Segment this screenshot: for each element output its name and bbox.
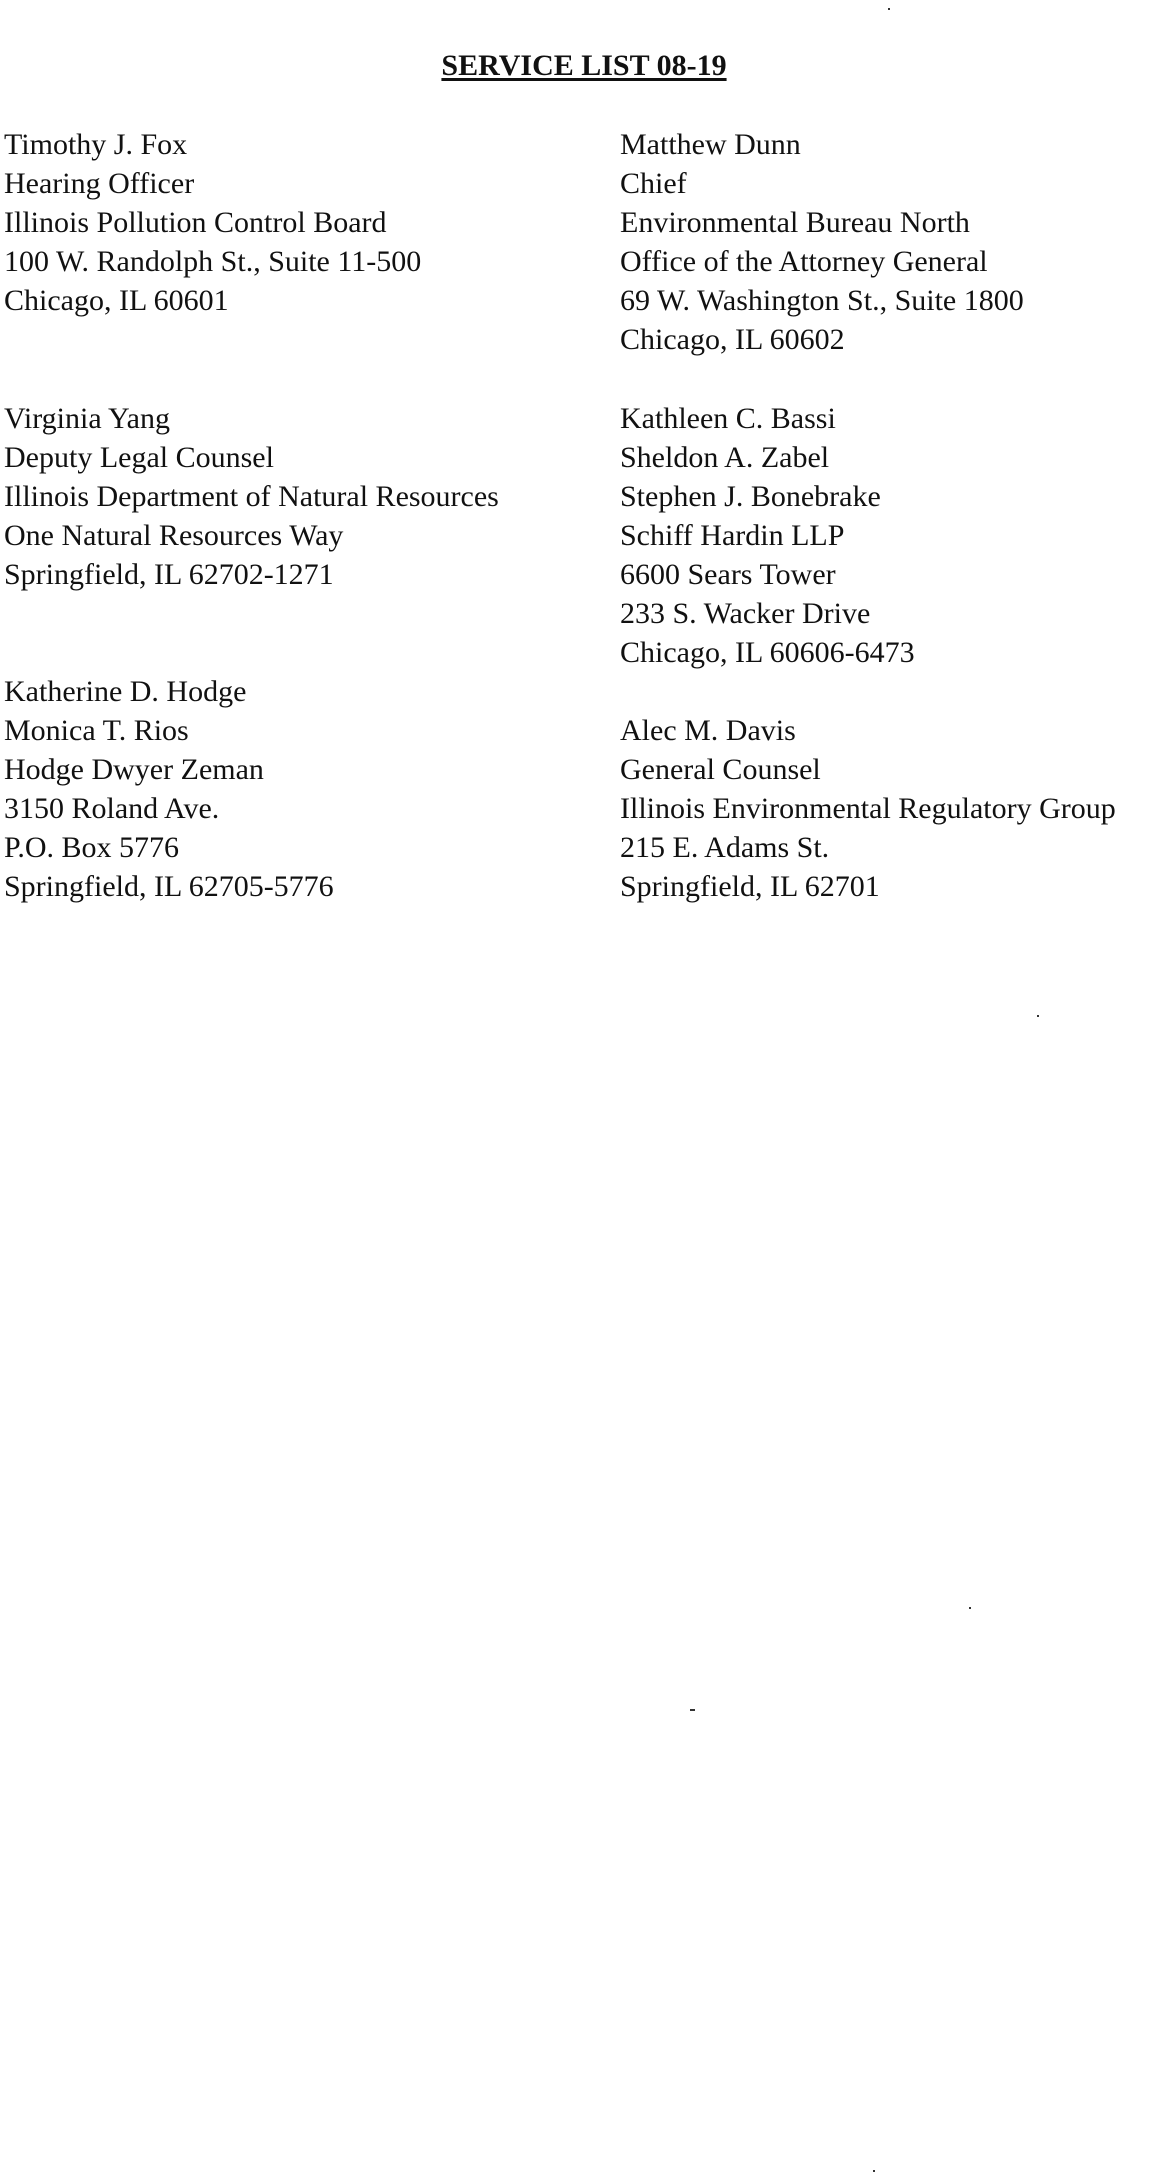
page-title: SERVICE LIST 08-19: [441, 49, 727, 82]
contact-line: Hearing Officer: [4, 167, 195, 200]
contact-line: Illinois Environmental Regulatory Group: [620, 792, 1116, 825]
scan-speck: [873, 2170, 875, 2172]
contact-line: Timothy J. Fox: [4, 128, 188, 161]
contact-line: Schiff Hardin LLP: [620, 519, 845, 552]
contact-line: Sheldon A. Zabel: [620, 441, 830, 474]
contact-block-bassi: [620, 399, 915, 672]
contact-line: General Counsel: [620, 753, 821, 786]
contact-line: Illinois Department of Natural Resources: [4, 480, 499, 513]
contact-line: 215 E. Adams St.: [620, 831, 830, 864]
contact-line: Hodge Dwyer Zeman: [4, 753, 264, 786]
scan-speck: [888, 8, 890, 10]
contact-line: 3150 Roland Ave.: [4, 792, 220, 825]
contact-line: 69 W. Washington St., Suite 1800: [620, 284, 1024, 317]
contact-line: Kathleen C. Bassi: [620, 402, 836, 435]
contact-line: Springfield, IL 62702-1271: [4, 558, 334, 591]
contact-line: P.O. Box 5776: [4, 831, 180, 864]
contact-block-hodge: [4, 672, 334, 906]
contact-line: Deputy Legal Counsel: [4, 441, 274, 474]
contact-line: 233 S. Wacker Drive: [620, 597, 871, 630]
contact-line: Chicago, IL 60601: [4, 284, 229, 317]
scan-speck: [690, 1709, 695, 1711]
contact-line: Katherine D. Hodge: [4, 675, 247, 708]
contact-block-yang: [4, 399, 499, 594]
contact-line: Chief: [620, 167, 687, 200]
contact-block-dunn: [620, 125, 1024, 359]
contact-line: Alec M. Davis: [620, 714, 796, 747]
scan-speck: [1037, 1015, 1039, 1017]
contact-line: Virginia Yang: [4, 402, 170, 435]
contact-line: Environmental Bureau North: [620, 206, 970, 239]
contact-line: Chicago, IL 60606-6473: [620, 636, 915, 669]
contact-line: Matthew Dunn: [620, 128, 801, 161]
contact-line: 100 W. Randolph St., Suite 11-500: [4, 245, 422, 278]
contact-line: Office of the Attorney General: [620, 245, 988, 278]
contact-line: 6600 Sears Tower: [620, 558, 836, 591]
contact-line: Springfield, IL 62705-5776: [4, 870, 334, 903]
contact-block-davis: [620, 711, 1116, 906]
contact-line: Stephen J. Bonebrake: [620, 480, 881, 513]
contact-line: Monica T. Rios: [4, 714, 189, 747]
contact-line: Springfield, IL 62701: [620, 870, 880, 903]
contact-line: One Natural Resources Way: [4, 519, 344, 552]
scan-speck: [969, 1607, 971, 1609]
contact-block-fox: [4, 125, 421, 320]
contact-line: Chicago, IL 60602: [620, 323, 845, 356]
contact-line: Illinois Pollution Control Board: [4, 206, 387, 239]
